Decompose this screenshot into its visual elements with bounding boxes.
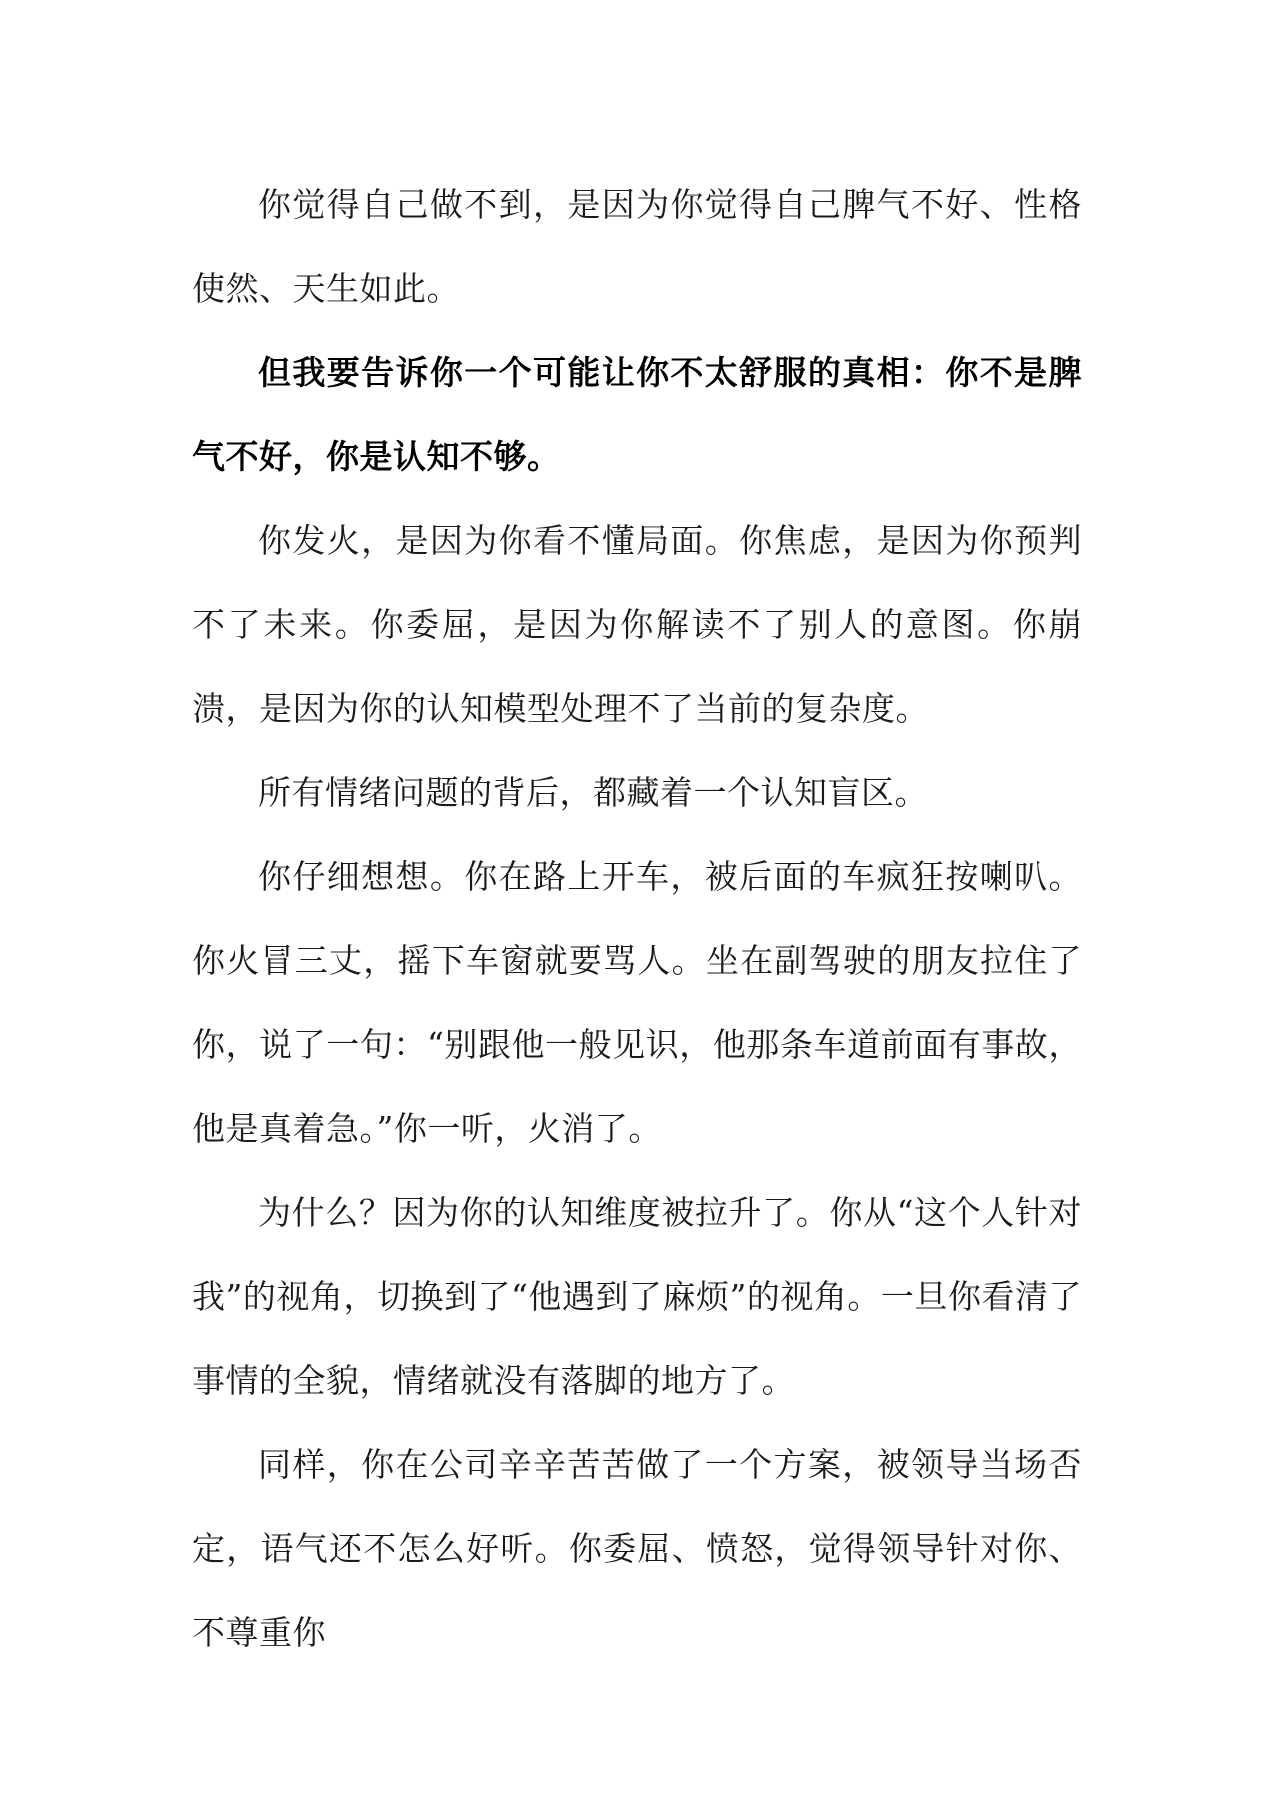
paragraph-1: 你觉得自己做不到，是因为你觉得自己脾气不好、性格使然、天生如此。 bbox=[192, 185, 1082, 308]
paragraph-4: 所有情绪问题的背后，都藏着一个认知盲区。 bbox=[258, 773, 928, 812]
paragraph-2-bold: 但我要告诉你一个可能让你不太舒服的真相：你不是脾气不好，你是认知不够。 bbox=[192, 353, 1082, 476]
paragraph-3: 你发火，是因为你看不懂局面。你焦虑，是因为你预判不了未来。你委屈，是因为你解读不了别人的意图。你崩溃，是因为你的认知模型处理不了当前的复杂度。 bbox=[192, 521, 1082, 728]
paragraph-7: 同样，你在公司辛辛苦苦做了一个方案，被领导当场否定，语气还不怎么好听。你委屈、愤怒，觉得领导针对你、不尊重你 bbox=[192, 1445, 1082, 1652]
document-body bbox=[192, 163, 1082, 1675]
paragraph-5: 你仔细想想。你在路上开车，被后面的车疯狂按喇叭。你火冒三丈，摇下车窗就要骂人。坐在副驾驶的朋友拉住了你，说了一句：“别跟他一般见识，他那条车道前面有事故，他是真着急。”你一听，火消了。 bbox=[192, 857, 1082, 1148]
paragraph-6: 为什么？因为你的认知维度被拉升了。你从“这个人针对我”的视角，切换到了“他遇到了麻烦”的视角。一旦你看清了事情的全貌，情绪就没有落脚的地方了。 bbox=[192, 1193, 1082, 1400]
